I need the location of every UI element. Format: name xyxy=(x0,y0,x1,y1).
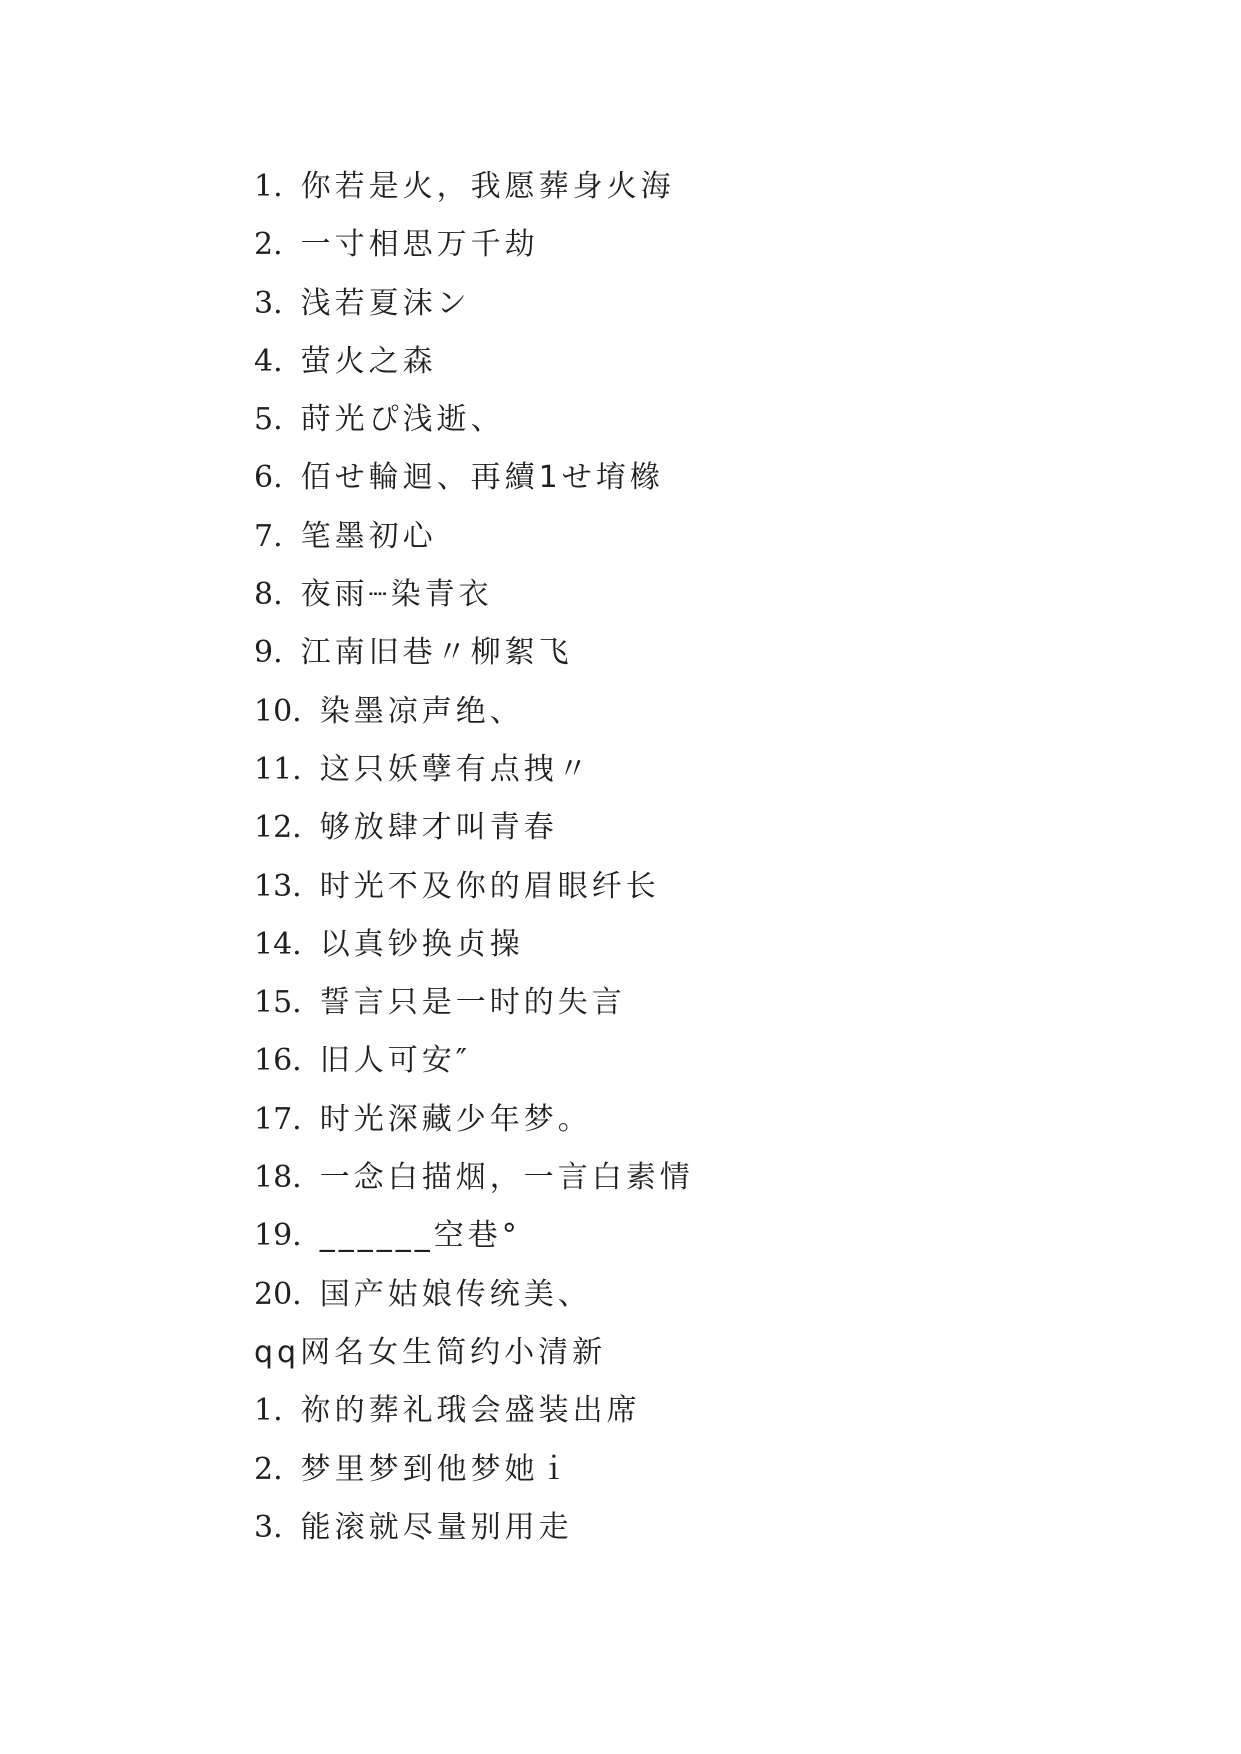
item-text: 以真钞换贞操 xyxy=(319,926,524,962)
item-text: 时光深藏少年梦。 xyxy=(319,1101,592,1137)
list-item xyxy=(254,449,694,507)
list-item xyxy=(254,974,694,1032)
item-number: 7. xyxy=(254,518,283,554)
item-number: 16. xyxy=(254,1043,302,1079)
list-item xyxy=(254,1382,694,1440)
item-text: 一寸相思万千劫 xyxy=(300,227,539,263)
item-number: 20. xyxy=(254,1276,302,1312)
list-item xyxy=(254,391,694,449)
item-text: 染墨凉声绝、 xyxy=(319,693,524,729)
list-item xyxy=(254,158,694,216)
list-item xyxy=(254,333,694,391)
item-text: 浅若夏沫ン xyxy=(300,285,471,321)
item-number: 10. xyxy=(254,693,302,729)
list-item xyxy=(254,624,694,682)
item-text: 这只妖孽有点拽〃 xyxy=(319,751,592,787)
section-heading: qq网名女生简约小清新 xyxy=(254,1334,607,1370)
item-text: 佰せ輪迴、再續1せ堉橼 xyxy=(300,460,664,496)
list-item xyxy=(254,216,694,274)
item-number: 15. xyxy=(254,985,302,1021)
item-text: 江南旧巷〃柳絮飞 xyxy=(300,635,573,671)
list-item xyxy=(254,1207,694,1265)
item-text: 你若是火，我愿葬身火海 xyxy=(300,169,675,204)
item-number: 19. xyxy=(254,1218,302,1254)
list-item xyxy=(254,741,694,799)
item-number: 12. xyxy=(254,810,302,846)
item-number: 4. xyxy=(254,343,283,379)
item-number: 3. xyxy=(254,285,283,321)
list-item xyxy=(254,1499,694,1557)
list-item xyxy=(254,566,694,624)
list-item xyxy=(254,1032,694,1090)
item-number: 3. xyxy=(254,1509,283,1545)
list-item xyxy=(254,508,694,566)
item-text: 一念白描烟，一言白素情 xyxy=(319,1160,694,1196)
item-number: 2. xyxy=(254,1451,283,1487)
item-number: 14. xyxy=(254,926,302,962)
item-number: 18. xyxy=(254,1160,302,1196)
item-text: 夜雨┈染青衣 xyxy=(300,577,493,613)
item-number: 8. xyxy=(254,577,283,613)
list-item xyxy=(254,858,694,916)
list-item xyxy=(254,1149,694,1207)
item-number: 17. xyxy=(254,1101,302,1137)
item-number: 1. xyxy=(254,169,283,204)
list-item xyxy=(254,683,694,741)
list-item xyxy=(254,1266,694,1324)
item-text: 笔墨初心 xyxy=(300,518,437,554)
list-item xyxy=(254,916,694,974)
document-content xyxy=(254,158,694,1557)
item-text: 够放肆才叫青春 xyxy=(319,810,558,846)
item-number: 2. xyxy=(254,227,283,263)
item-text: 梦里梦到他梦她ｉ xyxy=(300,1451,573,1487)
item-number: 11. xyxy=(254,751,302,787)
item-text: 国产姑娘传统美、 xyxy=(319,1276,592,1312)
item-text: 莳光ぴ浅逝、 xyxy=(300,402,505,438)
item-text: 誓言只是一时的失言 xyxy=(319,985,626,1021)
list-item xyxy=(254,799,694,857)
item-number: 5. xyxy=(254,402,283,438)
item-text: 祢的葬礼珴会盛装出席 xyxy=(300,1393,641,1429)
item-text: 萤火之森 xyxy=(300,343,437,379)
item-number: 1. xyxy=(254,1393,283,1429)
item-number: 6. xyxy=(254,460,283,496)
item-text: 时光不及你的眉眼纤长 xyxy=(319,868,660,904)
item-number: 9. xyxy=(254,635,283,671)
item-text: 旧人可安″ xyxy=(319,1043,471,1079)
list-item xyxy=(254,1441,694,1499)
list-item xyxy=(254,275,694,333)
list-item xyxy=(254,1091,694,1149)
item-number: 13. xyxy=(254,868,302,904)
item-text: 能滚就尽量别用走 xyxy=(300,1509,573,1545)
item-text: ______空巷° xyxy=(319,1218,521,1254)
